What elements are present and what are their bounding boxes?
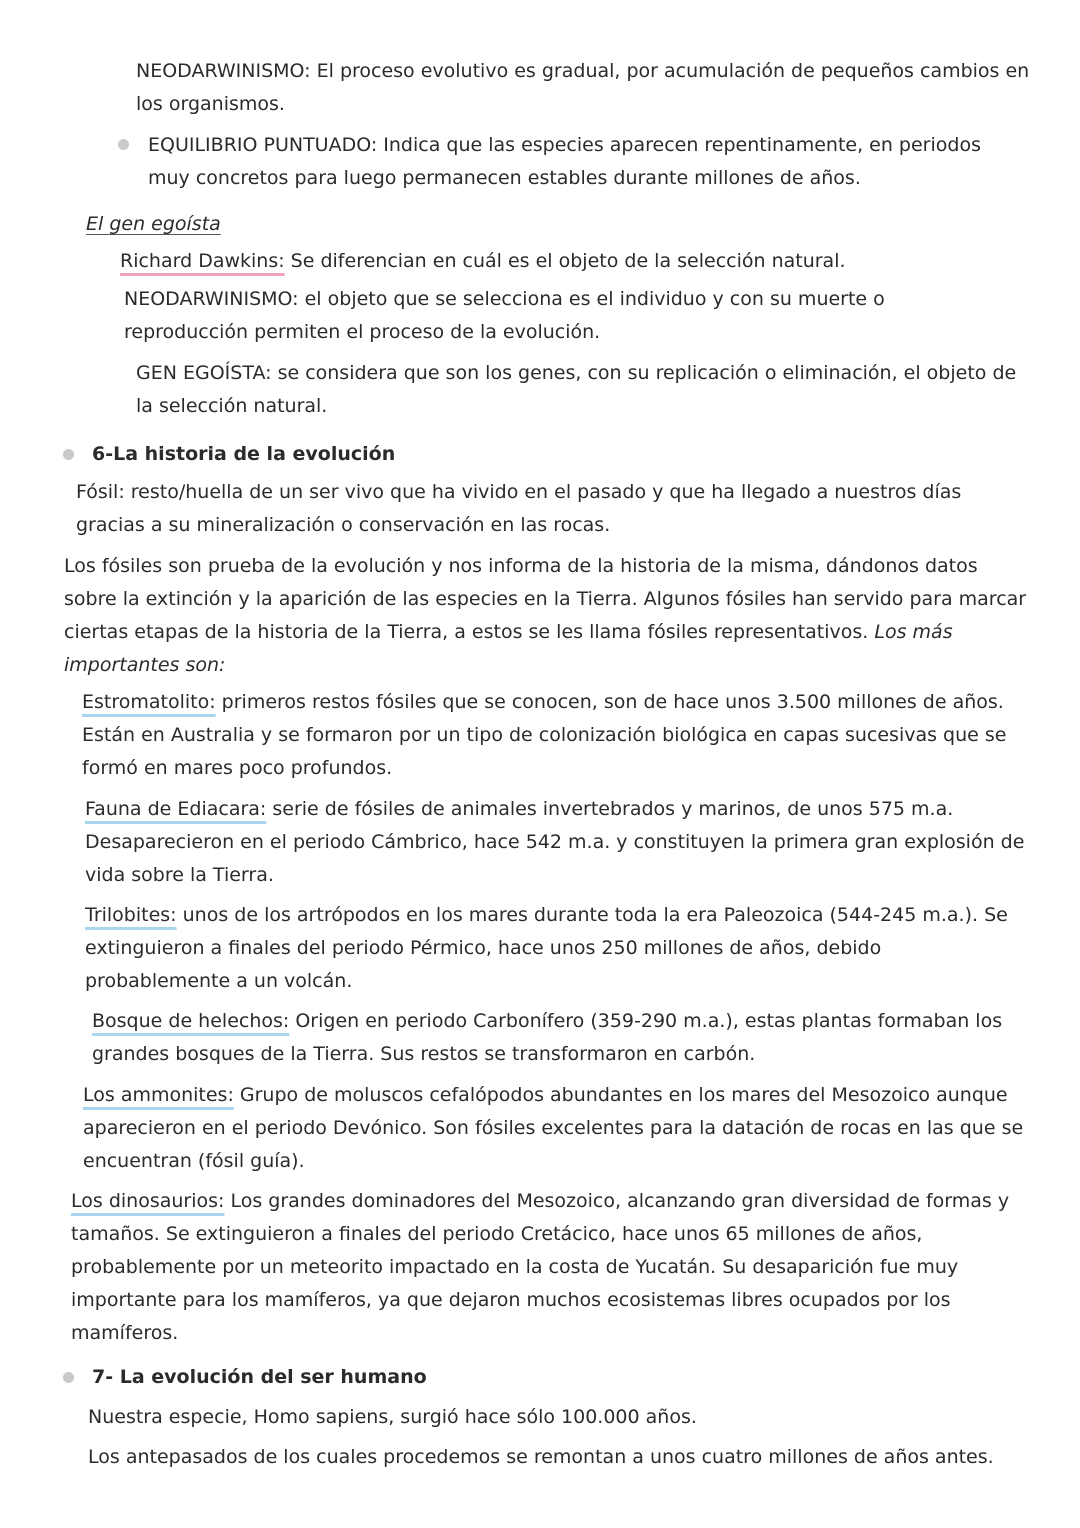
- neodarwinismo-objeto: NEODARWINISMO: el objeto que se selecciona es el individuo y con su muerte o reproducción permiten el proceso de la evolución.: [124, 288, 885, 343]
- fossil-term: Trilobites:: [85, 904, 177, 926]
- dawkins-text: Se diferencian en cuál es el objeto de la selección natural.: [284, 250, 846, 272]
- bullet-icon: [63, 449, 74, 460]
- gen-egoista-definition: GEN EGOÍSTA: se considera que son los genes, con su replicación o eliminación, el objeto de la selección natural.: [136, 362, 1017, 417]
- fossil-text: Grupo de moluscos cefalópodos abundantes en los mares del Mesozoico aunque aparecieron en el periodo Devónico. Son fósiles excelentes para la datación de rocas en las que se encuentran (fósil guía).: [83, 1084, 1024, 1172]
- bullet-icon: [118, 139, 129, 150]
- section7-line1: Nuestra especie, Homo sapiens, surgió hace sólo 100.000 años.: [88, 1406, 697, 1428]
- fossil-text: Los grandes dominadores del Mesozoico, alcanzando gran diversidad de formas y tamaños. Se extinguieron a finales del periodo Cretácico, hace unos 65 millones de años, probablemente por un meteorito impactado en la costa de Yucatán. Su desaparición fue muy importante para los mamíferos, ya que dejaron muchos ecosistemas libres ocupados por los mamíferos.: [71, 1190, 1010, 1344]
- fossil-item: [83, 1079, 1033, 1178]
- fossils-intro-italic: Los más importantes son:: [64, 621, 953, 676]
- dawkins-term: Richard Dawkins:: [120, 250, 285, 272]
- dawkins-paragraph: [120, 245, 1040, 278]
- fossil-term: Los dinosaurios:: [71, 1190, 225, 1212]
- neodarwinismo-gradual: NEODARWINISMO: El proceso evolutivo es gradual, por acumulación de pequeños cambios en los organismos.: [136, 60, 1030, 115]
- fossils-intro: [64, 550, 1034, 682]
- fossil-item: [85, 793, 1035, 892]
- fossil-text: unos de los artrópodos en los mares durante toda la era Paleozoica (544-245 m.a.). Se extinguieron a finales del periodo Pérmico, hace unos 250 millones de años, debido probablemente a un volcán.: [85, 904, 1008, 992]
- fosil-definition: Fósil: resto/huella de un ser vivo que ha vivido en el pasado y que ha llegado a nuestros días gracias a su mineralización o conservación en las rocas.: [76, 481, 962, 536]
- fossil-item: [92, 1005, 1012, 1071]
- equilibrio-puntuado: EQUILIBRIO PUNTUADO: Indica que las especies aparecen repentinamente, en periodos muy concretos para luego permanecen estables durante millones de años.: [148, 134, 981, 189]
- section7-heading: 7- La evolución del ser humano: [92, 1366, 427, 1388]
- section6-heading: 6-La historia de la evolución: [92, 443, 396, 465]
- fossil-term: Fauna de Ediacara:: [85, 798, 267, 820]
- fossil-item: [82, 686, 1017, 785]
- fossil-text: serie de fósiles de animales invertebrados y marinos, de unos 575 m.a. Desaparecieron en el periodo Cámbrico, hace 542 m.a. y constituyen la primera gran explosión de vida sobre la Tierra.: [85, 798, 1025, 886]
- fossil-term: Los ammonites:: [83, 1084, 234, 1106]
- fossil-text: primeros restos fósiles que se conocen, son de hace unos 3.500 millones de años. Están en Australia y se formaron por un tipo de colonización biológica en capas sucesivas que se formó en mares poco profundos.: [82, 691, 1007, 779]
- fossil-text: Origen en periodo Carbonífero (359-290 m.a.), estas plantas formaban los grandes bosques de la Tierra. Sus restos se transformaron en carbón.: [92, 1010, 1003, 1065]
- section7-line2: Los antepasados de los cuales procedemos se remontan a unos cuatro millones de años antes.: [88, 1446, 994, 1468]
- fossils-intro-text: Los fósiles son prueba de la evolución y nos informa de la historia de la misma, dándonos datos sobre la extinción y la aparición de las especies en la Tierra. Algunos fósiles han servido para marcar ciertas etapas de la historia de la Tierra, a estos se les llama fósiles representativos.: [64, 555, 1027, 643]
- fossil-term: Estromatolito:: [82, 691, 216, 713]
- fossil-term: Bosque de helechos:: [92, 1010, 290, 1032]
- gen-egoista-title: El gen egoísta: [86, 213, 221, 235]
- fossil-item: [71, 1185, 1026, 1350]
- fossil-item: [85, 899, 1015, 998]
- bullet-icon: [63, 1372, 74, 1383]
